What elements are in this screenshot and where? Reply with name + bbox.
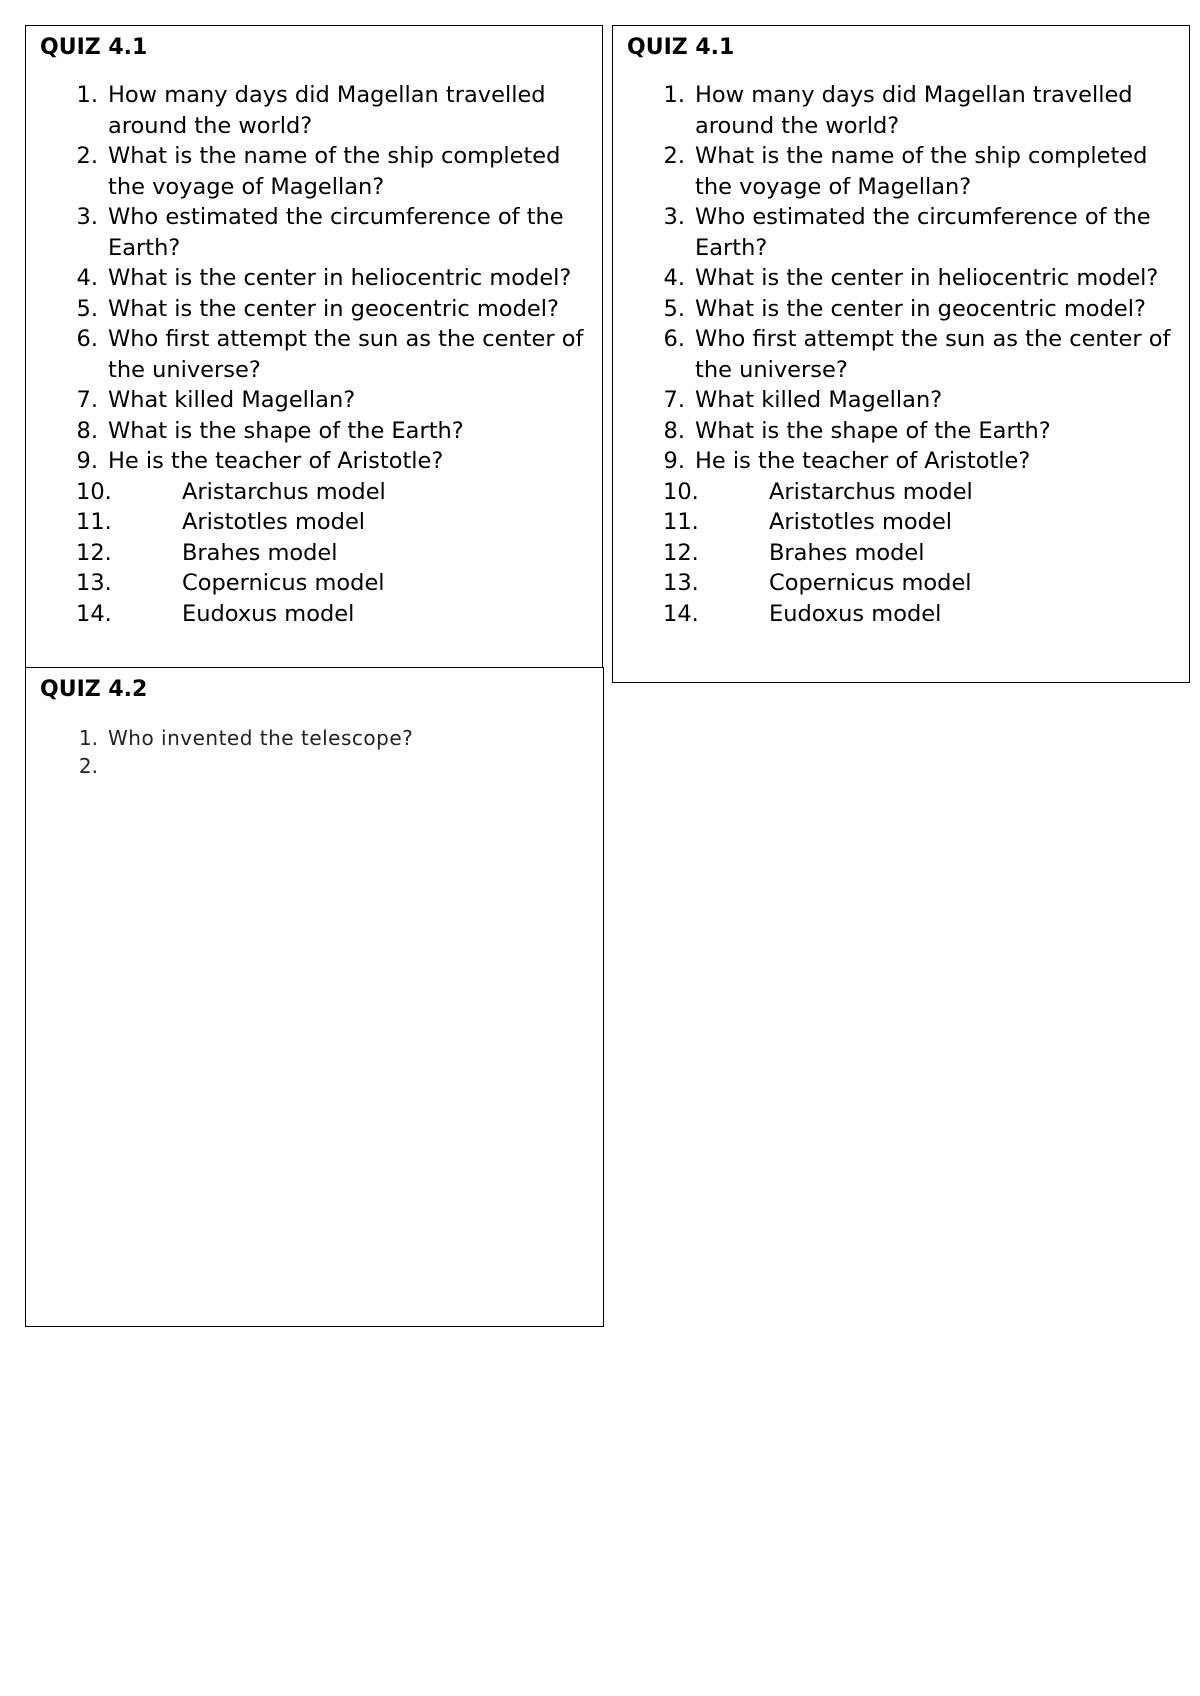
question-text: Who estimated the circumference of the Earth? — [108, 204, 564, 261]
quiz-card-42 — [25, 667, 604, 1327]
question-item — [613, 324, 1181, 385]
question-text: Eudoxus model — [769, 600, 942, 627]
question-text: He is the teacher of Aristotle? — [695, 448, 1031, 474]
question-text: He is the teacher of Aristotle? — [108, 448, 444, 474]
question-item — [613, 294, 1181, 325]
question-number: 12. — [663, 539, 699, 566]
question-text: What killed Magellan? — [695, 387, 943, 413]
quiz-title: QUIZ 4.1 — [627, 35, 735, 60]
question-number: 13. — [663, 570, 699, 596]
question-text: Who first attempt the sun as the center of the universe? — [695, 326, 1171, 383]
quiz-title: QUIZ 4.1 — [40, 35, 148, 60]
question-item — [26, 724, 594, 752]
question-text: Brahes model — [182, 539, 338, 566]
question-text: What is the center in geocentric model? — [108, 295, 559, 322]
question-text: How many days did Magellan travelled around the world? — [695, 82, 1133, 139]
question-number: 2. — [76, 143, 98, 169]
question-text: What is the name of the ship completed the voyage of Magellan? — [108, 143, 561, 200]
question-number: 14. — [663, 600, 699, 627]
question-text: Copernicus model — [769, 570, 972, 596]
question-text: Aristotles model — [769, 509, 953, 535]
question-text: Aristarchus model — [182, 478, 386, 505]
question-number: 10. — [76, 478, 112, 505]
question-item — [613, 202, 1181, 263]
quiz-card-right — [612, 25, 1190, 683]
question-number: 6. — [663, 326, 685, 352]
question-item — [26, 538, 594, 569]
question-text: What is the center in heliocentric model? — [108, 265, 572, 291]
question-item — [26, 324, 594, 385]
question-text: What is the name of the ship completed the voyage of Magellan? — [695, 143, 1148, 200]
question-number: 5. — [663, 295, 685, 322]
question-text: Who invented the telescope? — [108, 726, 414, 750]
question-item — [26, 263, 594, 294]
question-number: 8. — [663, 417, 685, 444]
question-number: 4. — [76, 265, 98, 291]
question-number: 7. — [663, 387, 685, 413]
question-number: 9. — [663, 448, 685, 474]
question-text: What is the center in heliocentric model? — [695, 265, 1159, 291]
question-number: 3. — [663, 204, 685, 230]
question-text: What is the center in geocentric model? — [695, 295, 1146, 322]
question-number: 11. — [76, 509, 112, 535]
question-item — [613, 538, 1181, 569]
question-text: Aristotles model — [182, 509, 366, 535]
question-item — [613, 385, 1181, 416]
question-item — [26, 568, 594, 599]
question-text: What killed Magellan? — [108, 387, 356, 413]
question-number: 2. — [78, 754, 98, 778]
question-number: 14. — [76, 600, 112, 627]
question-item — [613, 80, 1181, 141]
question-item — [613, 263, 1181, 294]
question-number: 8. — [76, 417, 98, 444]
question-number: 1. — [663, 82, 685, 108]
question-text: Who estimated the circumference of the Earth? — [695, 204, 1151, 261]
question-item — [26, 80, 594, 141]
question-number: 11. — [663, 509, 699, 535]
question-list — [26, 80, 594, 629]
question-text: Eudoxus model — [182, 600, 355, 627]
question-text: Aristarchus model — [769, 478, 973, 505]
question-item — [26, 477, 594, 508]
question-number: 5. — [76, 295, 98, 322]
question-item — [26, 599, 594, 630]
question-item — [26, 141, 594, 202]
question-text: How many days did Magellan travelled around the world? — [108, 82, 546, 139]
question-number: 4. — [663, 265, 685, 291]
question-item — [613, 507, 1181, 538]
question-number: 12. — [76, 539, 112, 566]
question-item — [613, 599, 1181, 630]
question-list — [26, 724, 594, 780]
question-number: 13. — [76, 570, 112, 596]
question-item — [26, 446, 594, 477]
quiz-card-left — [25, 25, 603, 671]
question-text: What is the shape of the Earth? — [695, 417, 1051, 444]
question-item — [613, 568, 1181, 599]
question-number: 7. — [76, 387, 98, 413]
question-item — [26, 294, 594, 325]
question-item — [26, 202, 594, 263]
question-item — [26, 385, 594, 416]
quiz-title: QUIZ 4.2 — [40, 677, 148, 702]
question-number: 1. — [78, 726, 98, 750]
question-number: 3. — [76, 204, 98, 230]
question-number: 1. — [76, 82, 98, 108]
question-item — [613, 416, 1181, 447]
question-item — [613, 446, 1181, 477]
question-item — [26, 752, 594, 780]
question-item — [26, 416, 594, 447]
question-item — [613, 141, 1181, 202]
question-text: What is the shape of the Earth? — [108, 417, 464, 444]
question-text: Copernicus model — [182, 570, 385, 596]
question-item — [26, 507, 594, 538]
question-item — [613, 477, 1181, 508]
question-text: Brahes model — [769, 539, 925, 566]
question-number: 2. — [663, 143, 685, 169]
question-number: 10. — [663, 478, 699, 505]
question-number: 6. — [76, 326, 98, 352]
question-list — [613, 80, 1181, 629]
question-text: Who first attempt the sun as the center of the universe? — [108, 326, 584, 383]
question-number: 9. — [76, 448, 98, 474]
